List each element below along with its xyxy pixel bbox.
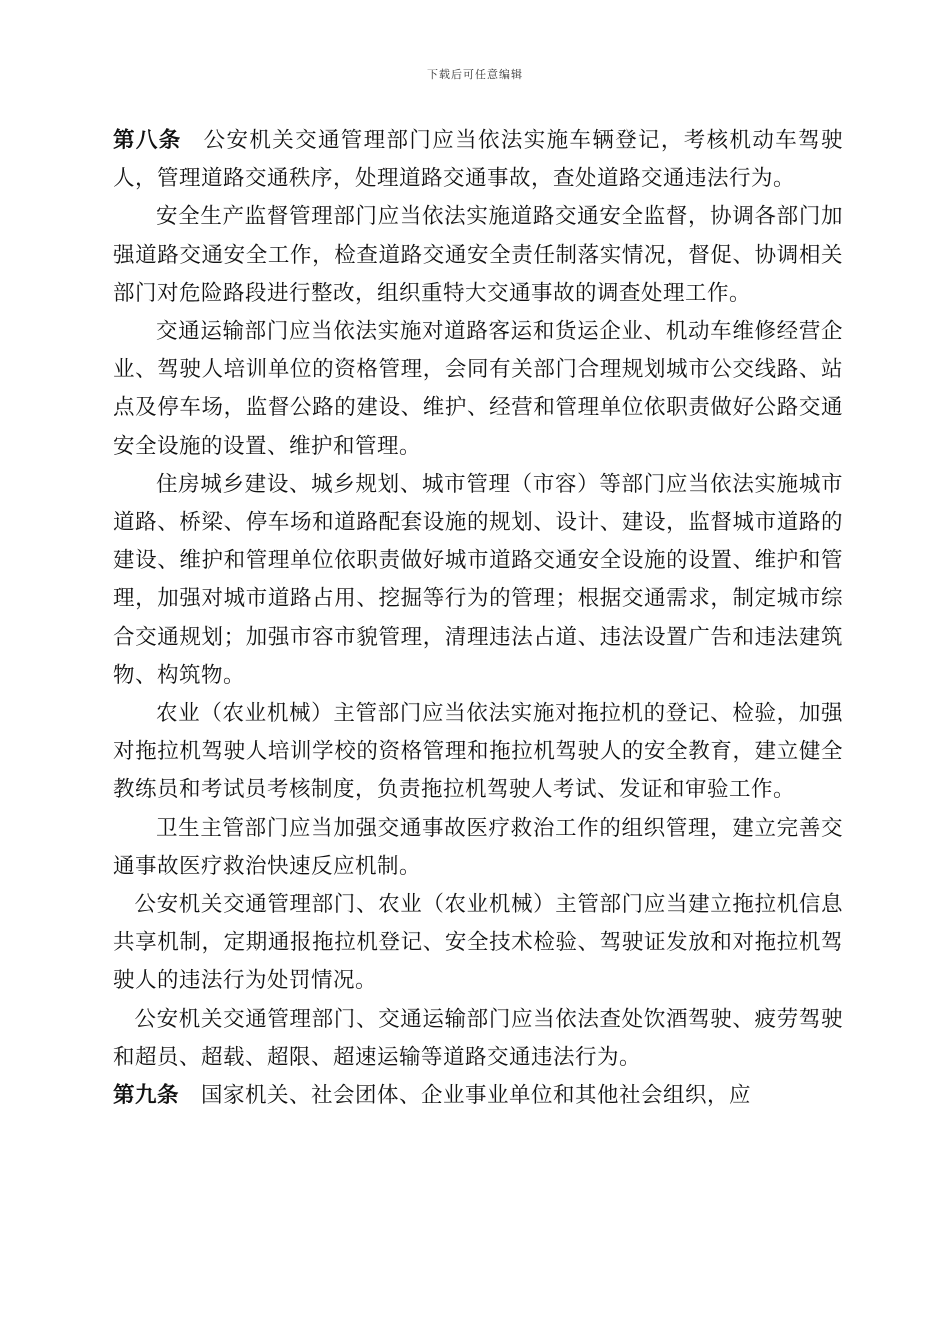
paragraph: 公安机关交通管理部门、交通运输部门应当依法查处饮酒驾驶、疲劳驾驶和超员、超载、超限、超速运输等道路交通违法行为。 xyxy=(113,1006,843,1070)
paragraph: 公安机关交通管理部门、农业（农业机械）主管部门应当建立拖拉机信息共享机制，定期通报拖拉机登记、安全技术检验、驾驶证发放和对拖拉机驾驶人的违法行为处罚情况。 xyxy=(113,892,843,994)
paragraph-article-8 xyxy=(113,122,843,198)
paragraph: 农业（农业机械）主管部门应当依法实施对拖拉机的登记、检验，加强对拖拉机驾驶人培训学校的资格管理和拖拉机驾驶人的安全教育，建立健全教练员和考试员考核制度，负责拖拉机驾驶人考试、发证和审验工作。 xyxy=(113,701,843,803)
paragraph-text: 国家机关、社会团体、企业事业单位和其他社会组织，应 xyxy=(201,1083,752,1109)
article-number: 第九条 xyxy=(113,1083,180,1109)
paragraph-article-9 xyxy=(113,1077,843,1115)
paragraph: 卫生主管部门应当加强交通事故医疗救治工作的组织管理，建立完善交通事故医疗救治快速反应机制。 xyxy=(113,815,843,879)
document-body xyxy=(113,122,843,1115)
paragraph: 安全生产监督管理部门应当依法实施道路交通安全监督，协调各部门加强道路交通安全工作，检查道路交通安全责任制落实情况，督促、协调相关部门对危险路段进行整改，组织重特大交通事故的调查处理工作。 xyxy=(113,204,843,306)
paragraph-text: 公安机关交通管理部门应当依法实施车辆登记，考核机动车驾驶人，管理道路交通秩序，处理道路交通事故，查处道路交通违法行为。 xyxy=(113,128,843,192)
paragraph: 交通运输部门应当依法实施对道路客运和货运企业、机动车维修经营企业、驾驶人培训单位的资格管理，会同有关部门合理规划城市公交线路、站点及停车场，监督公路的建设、维护、经营和管理单位依职责做好公路交通安全设施的设置、维护和管理。 xyxy=(113,319,843,459)
article-number: 第八条 xyxy=(113,128,182,153)
page-header: 下载后可任意编辑 xyxy=(427,68,523,81)
paragraph: 住房城乡建设、城乡规划、城市管理（市容）等部门应当依法实施城市道路、桥梁、停车场和道路配套设施的规划、设计、建设，监督城市道路的建设、维护和管理单位依职责做好城市道路交通安全设施的设置、维护和管理，加强对城市道路占用、挖掘等行为的管理；根据交通需求，制定城市综合交通规划；加强市容市貌管理，清理违法占道、违法设置广告和违法建筑物、构筑物。 xyxy=(113,471,843,688)
